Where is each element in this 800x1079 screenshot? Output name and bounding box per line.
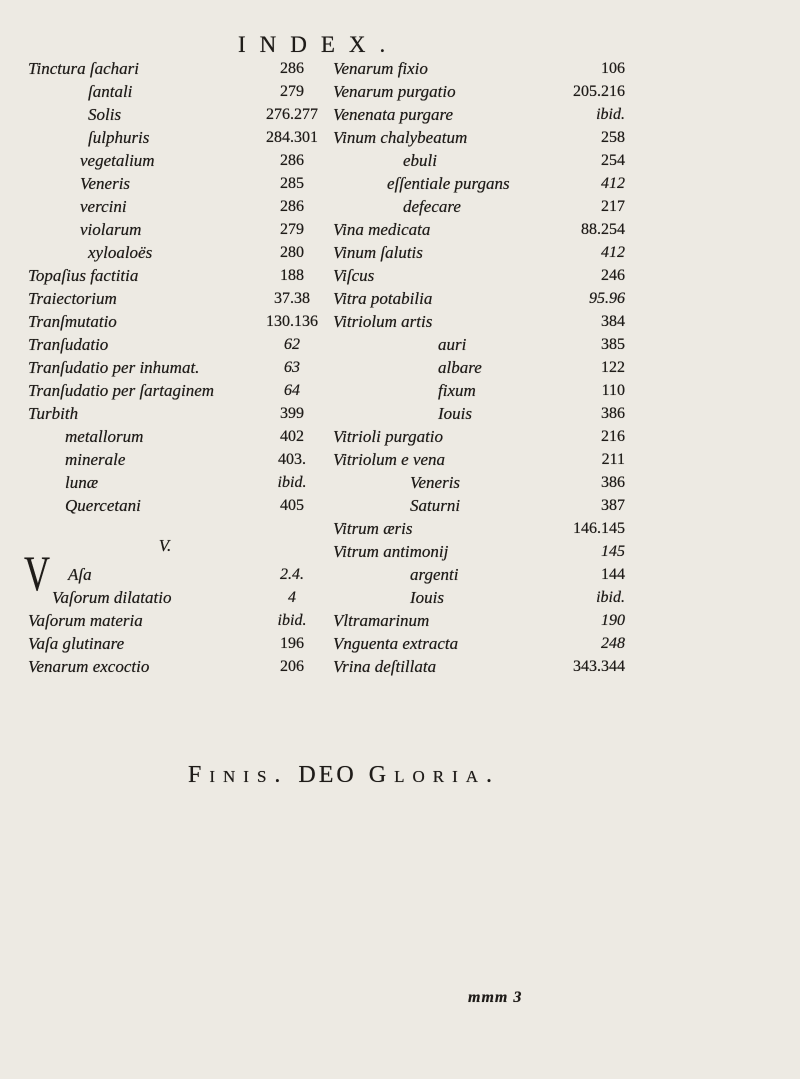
entry-pages: 276.277	[266, 106, 318, 123]
index-subentry	[28, 195, 333, 218]
index-subentry	[28, 149, 333, 172]
entry-pages: 2.4.	[280, 566, 304, 583]
entry-term: eſſentiale purgans	[387, 174, 510, 193]
colophon-gloria: Gloria.	[368, 762, 501, 788]
entry-term: lunæ	[65, 473, 99, 492]
entry-pages: 110	[601, 382, 625, 399]
entry-pages: 279	[280, 221, 304, 238]
index-subentry	[333, 149, 625, 172]
index-entry	[333, 632, 625, 655]
entry-term: Viſcus	[333, 266, 375, 285]
entry-term: Vinum chalybeatum	[333, 128, 468, 147]
entry-pages: 258	[601, 129, 625, 146]
entry-pages: 286	[280, 152, 304, 169]
entry-pages: 211	[601, 451, 625, 468]
section-heading-row	[28, 536, 333, 563]
entry-term: Venenata purgare	[333, 105, 454, 124]
index-entry	[333, 241, 625, 264]
entry-term: Vitriolum artis	[333, 312, 433, 331]
index-subentry	[28, 241, 333, 264]
drop-cap: V	[24, 545, 50, 601]
entry-term: Tranſmutatio	[28, 312, 117, 331]
entry-pages: 188	[280, 267, 304, 284]
entry-term: Solis	[88, 105, 122, 124]
entry-pages: 144	[601, 566, 625, 583]
entry-term: Topaſius factitia	[28, 266, 139, 285]
entry-term: metallorum	[65, 427, 144, 446]
entry-term: Vaſa glutinare	[28, 634, 125, 653]
index-subentry	[333, 333, 625, 356]
entry-pages: 122	[601, 359, 625, 376]
entry-term: xyloaloës	[88, 243, 153, 262]
entry-term: Vitriolum e vena	[333, 450, 446, 469]
index-entry	[333, 264, 625, 287]
entry-term: Vitrioli purgatio	[333, 427, 444, 446]
colophon	[188, 761, 500, 789]
index-subentry	[28, 218, 333, 241]
entry-pages: 286	[280, 198, 304, 215]
section-heading-v: V.	[158, 536, 172, 555]
index-subentry	[28, 103, 333, 126]
index-entry	[28, 310, 333, 333]
entry-term: Vitrum antimonij	[333, 542, 449, 561]
entry-term: Vitra potabilia	[333, 289, 433, 308]
entry-pages: 284.301	[266, 129, 318, 146]
entry-pages: 216	[601, 428, 625, 445]
entry-term: Traiectorium	[28, 289, 117, 308]
entry-pages: 95.96	[589, 290, 625, 307]
entry-term: Venarum excoctio	[28, 657, 150, 676]
entry-term: ſantali	[88, 82, 133, 101]
index-entry	[333, 80, 625, 103]
entry-pages: 403.	[278, 451, 306, 468]
entry-pages: 248	[601, 635, 625, 652]
index-entry	[333, 126, 625, 149]
entry-term: Tranſudatio	[28, 335, 109, 354]
index-subentry	[333, 195, 625, 218]
index-entry	[333, 448, 625, 471]
entry-pages: 145	[601, 543, 625, 560]
entry-term: Turbith	[28, 404, 79, 423]
entry-term: vercini	[80, 197, 127, 216]
index-entry	[28, 287, 333, 310]
entry-term: fixum	[438, 381, 476, 400]
entry-term: Venarum fixio	[333, 59, 428, 78]
entry-pages: 399	[280, 405, 304, 422]
entry-pages: ibid.	[277, 474, 307, 491]
entry-term: vegetalium	[80, 151, 155, 170]
entry-pages: 130.136	[266, 313, 318, 330]
entry-term: Iouis	[410, 588, 444, 607]
entry-pages: 384	[601, 313, 625, 330]
index-entry	[28, 632, 333, 655]
signature-mark: mmm 3	[468, 989, 523, 1006]
entry-term: Vnguenta extracta	[333, 634, 459, 653]
entry-pages: 343.344	[573, 658, 625, 675]
entry-pages: 412	[601, 244, 625, 261]
left-column	[24, 57, 333, 678]
entry-pages: 280	[280, 244, 304, 261]
colophon-deo: DEO	[298, 762, 357, 788]
entry-term: defecare	[403, 197, 461, 216]
entry-term: Vaſorum dilatatio	[52, 588, 172, 607]
entry-term: ebuli	[403, 151, 437, 170]
index-subentry	[333, 172, 625, 195]
index-subentry	[333, 356, 625, 379]
index-entry	[333, 103, 625, 126]
entry-pages: 106	[601, 60, 625, 77]
entry-pages: 386	[601, 405, 625, 422]
entry-pages: 37.38	[274, 290, 310, 307]
index-entry	[28, 264, 333, 287]
index-entry	[333, 609, 625, 632]
index-subentry	[28, 494, 333, 517]
entry-pages: 64	[284, 382, 300, 399]
entry-term: Vinum ſalutis	[333, 243, 423, 262]
entry-pages: 146.145	[573, 520, 625, 537]
entry-term: ſulphuris	[88, 128, 150, 147]
entry-pages: 246	[601, 267, 625, 284]
entry-pages: 285	[280, 175, 304, 192]
entry-term: argenti	[410, 565, 459, 584]
entry-pages: 63	[284, 359, 300, 376]
entry-pages: ibid.	[596, 589, 625, 606]
index-subentry	[333, 379, 625, 402]
entry-pages: ibid.	[596, 106, 625, 123]
entry-term: Vaſorum materia	[28, 611, 143, 630]
entry-term: Tranſudatio per ſartaginem	[28, 381, 215, 400]
entry-pages: 405	[280, 497, 304, 514]
entry-pages: 196	[280, 635, 304, 652]
entry-pages: 88.254	[581, 221, 625, 238]
entry-term: Vrina deſtillata	[333, 657, 437, 676]
entry-term: Saturni	[410, 496, 461, 515]
entry-term: Iouis	[438, 404, 472, 423]
index-subentry	[333, 586, 625, 609]
entry-pages: 62	[284, 336, 300, 353]
index-entry	[333, 425, 625, 448]
entry-term: Aſa	[68, 565, 92, 584]
entry-term: minerale	[65, 450, 126, 469]
index-entry	[333, 57, 625, 80]
index-subentry	[28, 126, 333, 149]
entry-pages: 412	[601, 175, 625, 192]
entry-pages: 4	[288, 589, 296, 606]
index-entry	[28, 655, 333, 678]
entry-term: Tinctura ſachari	[28, 59, 139, 78]
entry-term: Tranſudatio per inhumat.	[28, 358, 200, 377]
entry-term: Vltramarinum	[333, 611, 430, 630]
index-entry	[333, 310, 625, 333]
entry-pages: 206	[280, 658, 304, 675]
index-entry	[28, 356, 333, 379]
entry-term: violarum	[80, 220, 142, 239]
index-subentry	[28, 448, 333, 471]
index-subentry	[28, 471, 333, 494]
colophon-finis: Finis.	[188, 762, 289, 788]
entry-term: Veneris	[80, 174, 131, 193]
entry-pages: 254	[601, 152, 625, 169]
entry-term: Veneris	[410, 473, 461, 492]
index-subentry	[28, 80, 333, 103]
entry-term: Venarum purgatio	[333, 82, 456, 101]
entry-term: auri	[438, 335, 467, 354]
index-entry	[28, 586, 333, 609]
index-entry	[28, 609, 333, 632]
entry-term: Vitrum æris	[333, 519, 413, 538]
index-subentry	[28, 425, 333, 448]
index-entry	[28, 57, 333, 80]
index-entry	[28, 379, 333, 402]
entry-term: Vina medicata	[333, 220, 431, 239]
entry-pages: ibid.	[277, 612, 307, 629]
entry-pages: 205.216	[573, 83, 625, 100]
index-subentry	[333, 402, 625, 425]
index-entry	[333, 287, 625, 310]
entry-term: Quercetani	[65, 496, 141, 515]
entry-pages: 386	[601, 474, 625, 491]
index-entry	[333, 655, 625, 678]
index-subentry	[333, 471, 625, 494]
index-entry	[333, 218, 625, 241]
page-title: INDEX.	[238, 32, 400, 57]
entry-pages: 387	[601, 497, 625, 514]
entry-pages: 217	[601, 198, 625, 215]
index-subentry	[28, 172, 333, 195]
index-entry	[333, 517, 625, 540]
index-entry	[28, 333, 333, 356]
entry-pages: 279	[280, 83, 304, 100]
entry-pages: 286	[280, 60, 304, 77]
entry-pages: 190	[601, 612, 625, 629]
index-entry	[333, 540, 625, 563]
right-column	[333, 57, 625, 678]
entry-pages: 402	[280, 428, 304, 445]
entry-term: albare	[438, 358, 482, 377]
entry-pages: 385	[601, 336, 625, 353]
index-subentry	[333, 494, 625, 517]
index-subentry	[333, 563, 625, 586]
index-entry	[28, 402, 333, 425]
